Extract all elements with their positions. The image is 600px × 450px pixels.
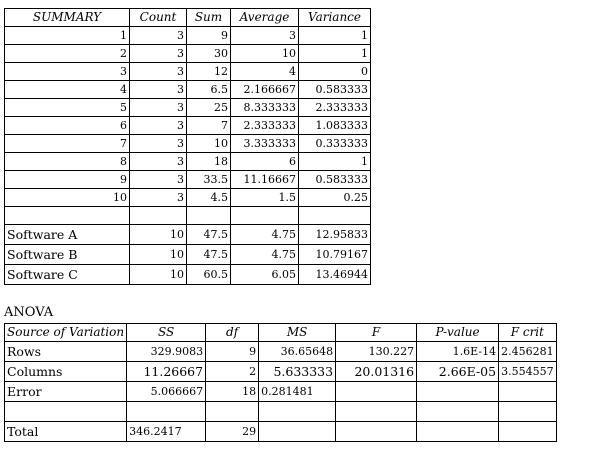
anova-header-row bbox=[5, 324, 557, 342]
f-cell: 20.01316 bbox=[336, 362, 417, 382]
pvalue-cell: 1.6E-14 bbox=[417, 342, 499, 362]
table-row bbox=[5, 27, 371, 45]
count-cell: 10 bbox=[130, 265, 187, 285]
sum-cell: 12 bbox=[187, 63, 231, 81]
fcrit-cell: 3.554557 bbox=[499, 362, 557, 382]
variance-cell: 0 bbox=[299, 63, 371, 81]
sum-cell: 18 bbox=[187, 153, 231, 171]
pvalue-cell bbox=[417, 382, 499, 402]
total-label: Total bbox=[5, 422, 127, 442]
df-cell: 29 bbox=[206, 422, 259, 442]
variance-cell: 0.333333 bbox=[299, 135, 371, 153]
ss-cell: 346.2417 bbox=[127, 422, 206, 442]
table-row bbox=[5, 81, 371, 99]
anova-table bbox=[4, 323, 557, 442]
variance-cell: 1 bbox=[299, 27, 371, 45]
row-label: 4 bbox=[5, 81, 130, 99]
sum-cell: 9 bbox=[187, 27, 231, 45]
count-cell: 3 bbox=[130, 45, 187, 63]
average-cell: 3.333333 bbox=[231, 135, 299, 153]
sum-cell: 6.5 bbox=[187, 81, 231, 99]
anova-header-f: F bbox=[336, 324, 417, 342]
table-row bbox=[5, 245, 371, 265]
count-cell: 3 bbox=[130, 81, 187, 99]
variance-cell: 0.583333 bbox=[299, 81, 371, 99]
blank-row bbox=[5, 402, 557, 422]
f-cell bbox=[336, 422, 417, 442]
df-cell: 9 bbox=[206, 342, 259, 362]
sum-cell: 4.5 bbox=[187, 189, 231, 207]
group-label: Software B bbox=[5, 245, 130, 265]
group-label: Software C bbox=[5, 265, 130, 285]
table-row bbox=[5, 422, 557, 442]
anova-header-source: Source of Variation bbox=[5, 324, 127, 342]
fcrit-cell bbox=[499, 382, 557, 402]
ms-cell: 5.633333 bbox=[259, 362, 336, 382]
variance-cell: 1 bbox=[299, 45, 371, 63]
anova-header-ss: SS bbox=[127, 324, 206, 342]
count-cell: 3 bbox=[130, 63, 187, 81]
average-cell: 2.166667 bbox=[231, 81, 299, 99]
row-label: 3 bbox=[5, 63, 130, 81]
fcrit-cell bbox=[499, 422, 557, 442]
variance-cell: 1.083333 bbox=[299, 117, 371, 135]
variance-cell: 0.25 bbox=[299, 189, 371, 207]
pvalue-cell bbox=[417, 422, 499, 442]
group-label: Software A bbox=[5, 225, 130, 245]
sum-cell: 10 bbox=[187, 135, 231, 153]
summary-header-count: Count bbox=[130, 9, 187, 27]
summary-header-variance: Variance bbox=[299, 9, 371, 27]
average-cell: 8.333333 bbox=[231, 99, 299, 117]
table-row bbox=[5, 135, 371, 153]
anova-header-pvalue: P-value bbox=[417, 324, 499, 342]
source-label: Rows bbox=[5, 342, 127, 362]
summary-header-row bbox=[5, 9, 371, 27]
count-cell: 3 bbox=[130, 135, 187, 153]
table-row bbox=[5, 189, 371, 207]
row-label: 5 bbox=[5, 99, 130, 117]
ms-cell: 0.281481 bbox=[259, 382, 336, 402]
anova-header-ms: MS bbox=[259, 324, 336, 342]
count-cell: 10 bbox=[130, 225, 187, 245]
table-row bbox=[5, 265, 371, 285]
average-cell: 4.75 bbox=[231, 245, 299, 265]
sum-cell: 30 bbox=[187, 45, 231, 63]
df-cell: 18 bbox=[206, 382, 259, 402]
sum-cell: 33.5 bbox=[187, 171, 231, 189]
count-cell: 3 bbox=[130, 171, 187, 189]
variance-cell: 1 bbox=[299, 153, 371, 171]
average-cell: 4 bbox=[231, 63, 299, 81]
ss-cell: 5.066667 bbox=[127, 382, 206, 402]
count-cell: 3 bbox=[130, 189, 187, 207]
ms-cell bbox=[259, 422, 336, 442]
table-row bbox=[5, 225, 371, 245]
average-cell: 6 bbox=[231, 153, 299, 171]
row-label: 9 bbox=[5, 171, 130, 189]
sum-cell: 25 bbox=[187, 99, 231, 117]
table-row bbox=[5, 153, 371, 171]
sum-cell: 47.5 bbox=[187, 225, 231, 245]
sum-cell: 7 bbox=[187, 117, 231, 135]
average-cell: 2.333333 bbox=[231, 117, 299, 135]
variance-cell: 10.79167 bbox=[299, 245, 371, 265]
anova-title: ANOVA bbox=[4, 305, 54, 320]
ms-cell: 36.65648 bbox=[259, 342, 336, 362]
pvalue-cell: 2.66E-05 bbox=[417, 362, 499, 382]
table-row bbox=[5, 63, 371, 81]
average-cell: 10 bbox=[231, 45, 299, 63]
count-cell: 3 bbox=[130, 153, 187, 171]
summary-table bbox=[4, 8, 371, 285]
variance-cell: 12.95833 bbox=[299, 225, 371, 245]
anova-header-fcrit: F crit bbox=[499, 324, 557, 342]
fcrit-cell: 2.456281 bbox=[499, 342, 557, 362]
table-row bbox=[5, 382, 557, 402]
average-cell: 3 bbox=[231, 27, 299, 45]
summary-header-average: Average bbox=[231, 9, 299, 27]
count-cell: 3 bbox=[130, 27, 187, 45]
table-row bbox=[5, 99, 371, 117]
row-label: 2 bbox=[5, 45, 130, 63]
row-label: 10 bbox=[5, 189, 130, 207]
count-cell: 10 bbox=[130, 245, 187, 265]
f-cell: 130.227 bbox=[336, 342, 417, 362]
ss-cell: 329.9083 bbox=[127, 342, 206, 362]
f-cell bbox=[336, 382, 417, 402]
row-label: 6 bbox=[5, 117, 130, 135]
sum-cell: 60.5 bbox=[187, 265, 231, 285]
row-label: 8 bbox=[5, 153, 130, 171]
variance-cell: 2.333333 bbox=[299, 99, 371, 117]
anova-header-df: df bbox=[206, 324, 259, 342]
sum-cell: 47.5 bbox=[187, 245, 231, 265]
table-row bbox=[5, 45, 371, 63]
variance-cell: 13.46944 bbox=[299, 265, 371, 285]
source-label: Columns bbox=[5, 362, 127, 382]
count-cell: 3 bbox=[130, 117, 187, 135]
ss-cell: 11.26667 bbox=[127, 362, 206, 382]
average-cell: 6.05 bbox=[231, 265, 299, 285]
row-label: 1 bbox=[5, 27, 130, 45]
variance-cell: 0.583333 bbox=[299, 171, 371, 189]
table-row bbox=[5, 362, 557, 382]
table-row bbox=[5, 117, 371, 135]
count-cell: 3 bbox=[130, 99, 187, 117]
average-cell: 4.75 bbox=[231, 225, 299, 245]
average-cell: 11.16667 bbox=[231, 171, 299, 189]
row-label: 7 bbox=[5, 135, 130, 153]
average-cell: 1.5 bbox=[231, 189, 299, 207]
source-label: Error bbox=[5, 382, 127, 402]
summary-header-sum: Sum bbox=[187, 9, 231, 27]
blank-row bbox=[5, 207, 371, 225]
table-row bbox=[5, 342, 557, 362]
df-cell: 2 bbox=[206, 362, 259, 382]
summary-header-label: SUMMARY bbox=[5, 9, 130, 27]
table-row bbox=[5, 171, 371, 189]
